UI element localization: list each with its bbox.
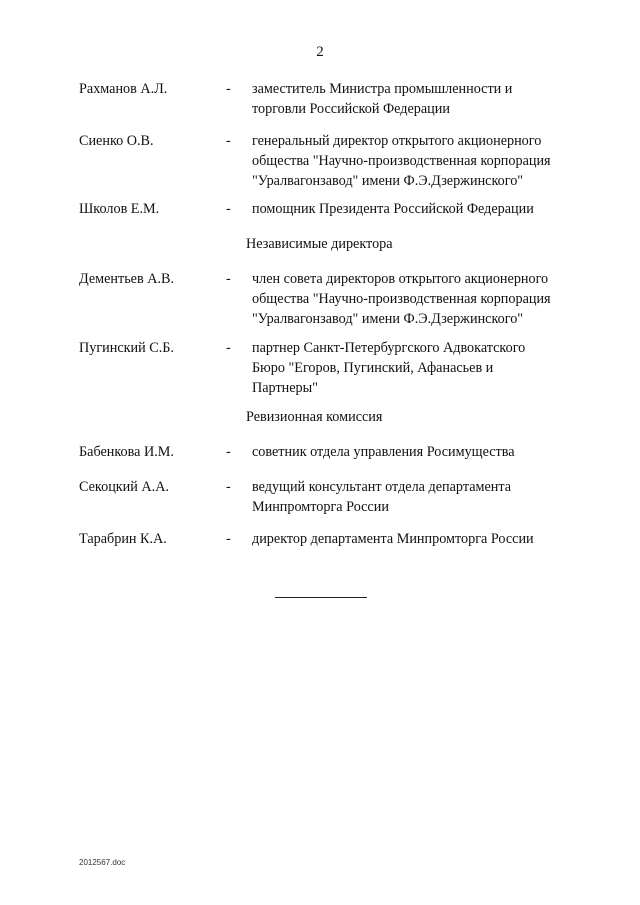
person-name: Сиенко О.В. [79,133,154,149]
dash-separator: - [226,531,231,547]
person-role [252,269,572,329]
dash-separator: - [226,444,231,460]
role-line: общества "Научно-производственная корпорация [252,153,551,169]
person-name: Тарабрин К.А. [79,531,167,547]
person-name: Бабенкова И.М. [79,444,174,460]
role-line: Партнеры" [252,380,318,396]
dash-separator: - [226,201,231,217]
person-name: Рахманов А.Л. [79,81,168,97]
dash-separator: - [226,133,231,149]
person-role [252,442,572,462]
page-number: 2 [316,44,324,60]
person-role [252,79,572,119]
dash-separator: - [226,340,231,356]
role-line: директор департамента Минпромторга России [252,531,534,547]
role-line: Минпромторга России [252,499,389,515]
section-heading-audit-commission: Ревизионная комиссия [246,409,383,425]
person-role [252,529,572,549]
person-name: Секоцкий А.А. [79,479,170,495]
role-line: Бюро "Егоров, Пугинский, Афанасьев и [252,360,494,376]
role-line: помощник Президента Российской Федерации [252,201,534,217]
role-line: заместитель Министра промышленности и [252,81,513,97]
dash-separator: - [226,479,231,495]
role-line: "Уралвагонзавод" имени Ф.Э.Дзержинского" [252,311,524,327]
role-line: советник отдела управления Росимущества [252,444,515,460]
role-line: партнер Санкт-Петербургского Адвокатского [252,340,526,356]
document-reference: 2012567.doc [79,858,126,867]
role-line: "Уралвагонзавод" имени Ф.Э.Дзержинского" [252,173,524,189]
person-role [252,338,572,398]
person-name: Пугинский С.Б. [79,340,174,356]
role-line: торговли Российской Федерации [252,101,450,117]
role-line: генеральный директор открытого акционерного [252,133,542,149]
end-divider [275,597,367,598]
role-line: общества "Научно-производственная корпорация [252,291,551,307]
person-role [252,131,572,191]
role-line: ведущий консультант отдела департамента [252,479,512,495]
dash-separator: - [226,81,231,97]
section-heading-independent-directors: Независимые директора [246,236,393,252]
person-role [252,199,572,219]
person-name: Дементьев А.В. [79,271,175,287]
person-role [252,477,572,517]
dash-separator: - [226,271,231,287]
role-line: член совета директоров открытого акционерного [252,271,549,287]
person-name: Школов Е.М. [79,201,160,217]
